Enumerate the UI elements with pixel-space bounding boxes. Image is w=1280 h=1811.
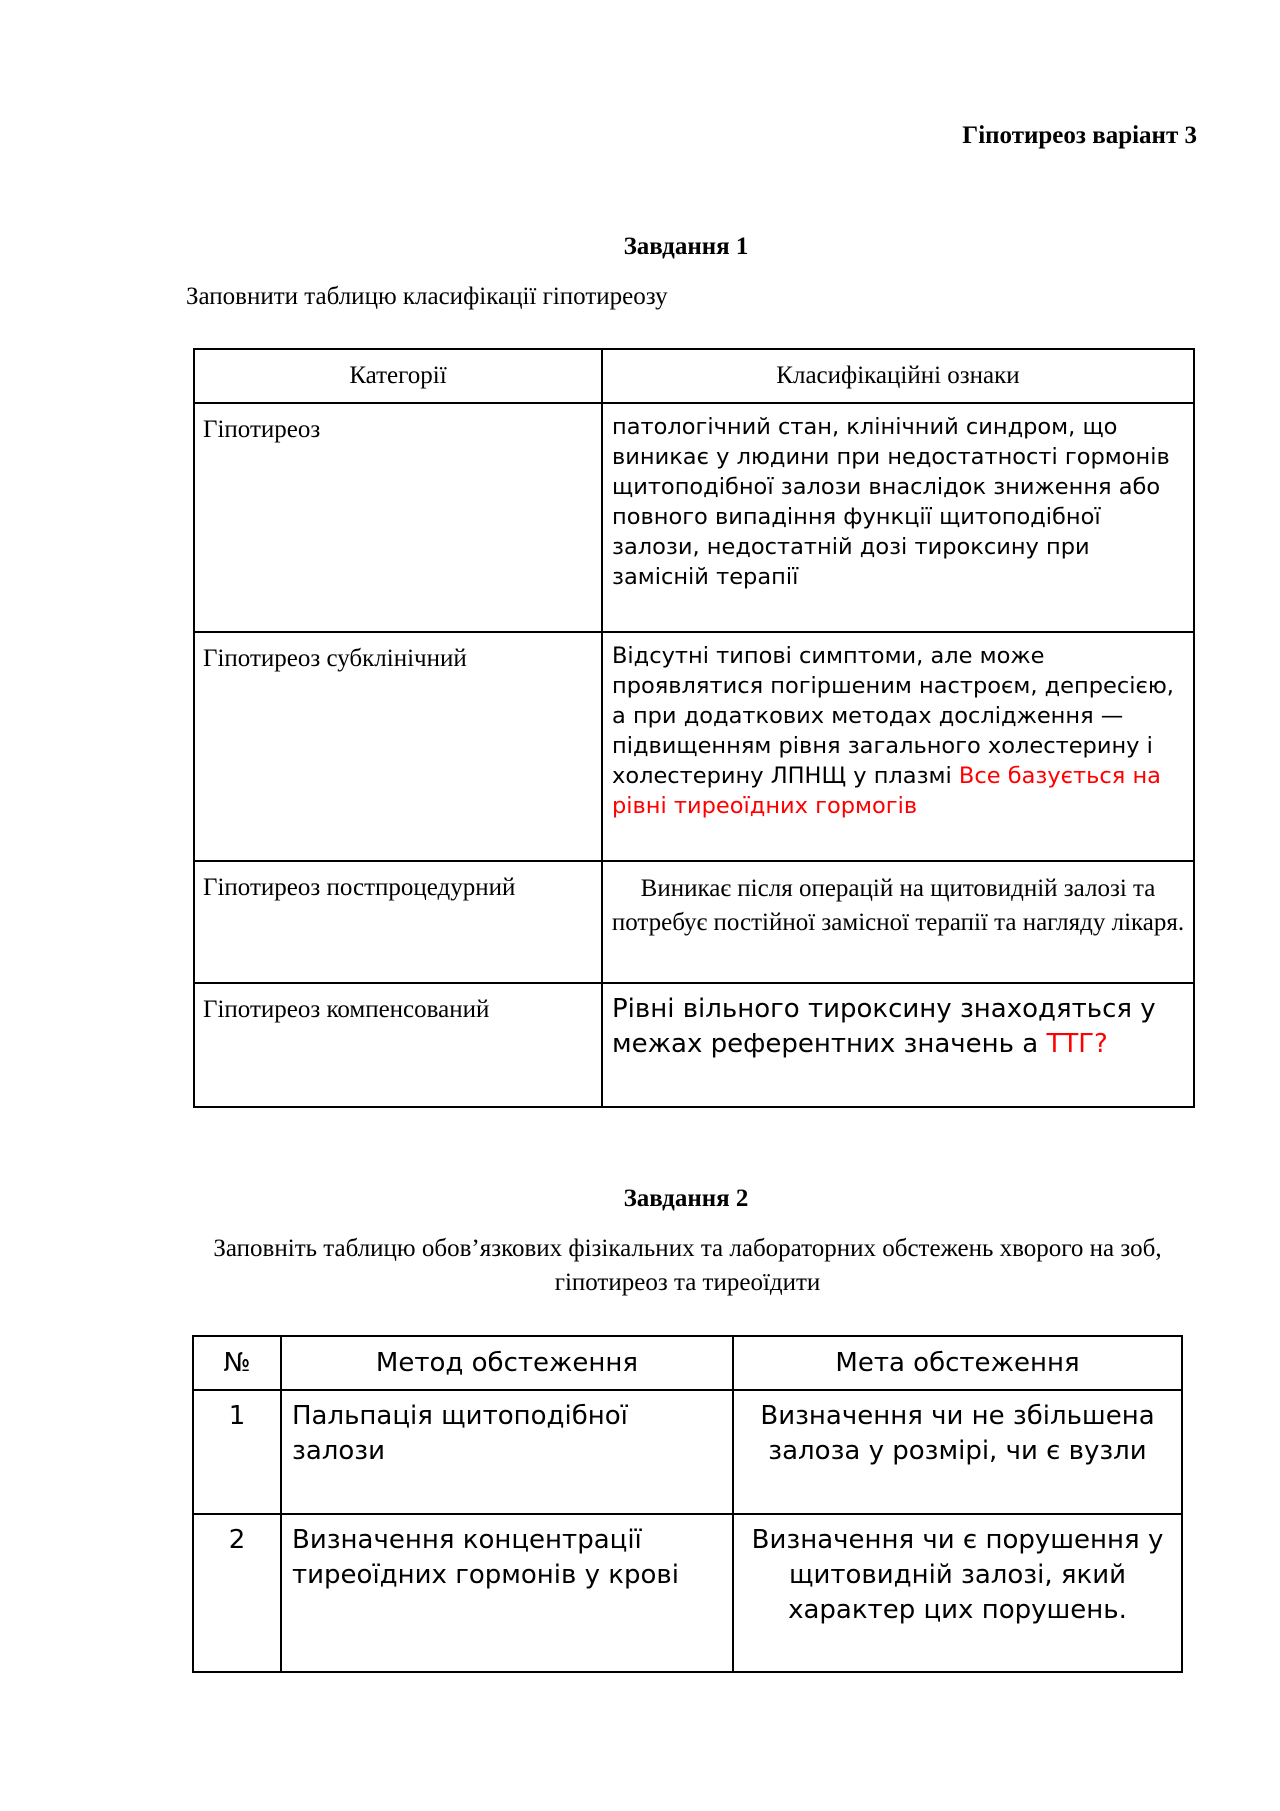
description-cell: патологічний стан, клінічний синдром, що виникає у людини при недостатності гормонів щитоподібної залози внаслідок зниження або повного випадіння функції щитоподібної залози, недостатній дозі тироксину при замісній терапії bbox=[602, 403, 1194, 632]
row-number: 2 bbox=[193, 1514, 281, 1672]
category-cell: Гіпотиреоз постпроцедурний bbox=[194, 861, 602, 983]
header-signs: Класифікаційні ознаки bbox=[602, 349, 1194, 403]
table-row bbox=[194, 403, 1194, 632]
purpose-cell: Визначення чи є порушення у щитовидній залозі, який характер цих порушень. bbox=[733, 1514, 1182, 1672]
classification-table bbox=[193, 348, 1195, 1108]
teacher-comment: Все базується на рівні тиреоїдних гормогів bbox=[612, 763, 1161, 819]
task2-instruction: Заповніть таблицю обов’язкових фізікальних та лабораторних обстежень хворого на зоб, гіпотиреоз та тиреоїдити bbox=[213, 1235, 1162, 1296]
category-cell: Гіпотиреоз компенсований bbox=[194, 983, 602, 1107]
description-text: Рівні вільного тироксину знаходяться у межах референтних значень а bbox=[612, 994, 1156, 1059]
purpose-cell: Визначення чи не збільшена залоза у розмірі, чи є вузли bbox=[733, 1390, 1182, 1514]
description-cell: Виникає після операцій на щитовидній залозі та потребує постійної замісної терапії та нагляду лікаря. bbox=[602, 861, 1194, 983]
table-row bbox=[194, 983, 1194, 1107]
row-number: 1 bbox=[193, 1390, 281, 1514]
table-header-row bbox=[193, 1336, 1182, 1390]
table-header-row bbox=[194, 349, 1194, 403]
table-row bbox=[194, 861, 1194, 983]
category-cell: Гіпотиреоз субклінічний bbox=[194, 632, 602, 861]
table-row bbox=[193, 1390, 1182, 1514]
method-cell: Пальпація щитоподібної залози bbox=[281, 1390, 733, 1514]
description-cell bbox=[602, 983, 1194, 1107]
description-cell bbox=[602, 632, 1194, 861]
header-number: № bbox=[193, 1336, 281, 1390]
examination-table bbox=[192, 1335, 1183, 1673]
variant-title: Гіпотиреоз варіант 3 bbox=[962, 122, 1197, 149]
task2-title: Завдання 2 bbox=[623, 1185, 749, 1212]
table-row bbox=[194, 632, 1194, 861]
header-method: Метод обстеження bbox=[281, 1336, 733, 1390]
task1-instruction: Заповнити таблицю класифікації гіпотиреозу bbox=[186, 283, 668, 310]
method-cell: Визначення концентрації тиреоїдних гормонів у крові bbox=[281, 1514, 733, 1672]
category-cell: Гіпотиреоз bbox=[194, 403, 602, 632]
teacher-comment: ТТГ? bbox=[1046, 1029, 1108, 1059]
task1-title: Завдання 1 bbox=[623, 233, 749, 260]
header-categories: Категорії bbox=[194, 349, 602, 403]
header-purpose: Мета обстеження bbox=[733, 1336, 1182, 1390]
table-row bbox=[193, 1514, 1182, 1672]
description-text: Відсутні типові симптоми, але може проявлятися погіршеним настроєм, депресією, а при додаткових методах дослідження — підвищенням рівня загального холестерину і холестерину ЛПНЩ у плазмі bbox=[612, 643, 1174, 789]
